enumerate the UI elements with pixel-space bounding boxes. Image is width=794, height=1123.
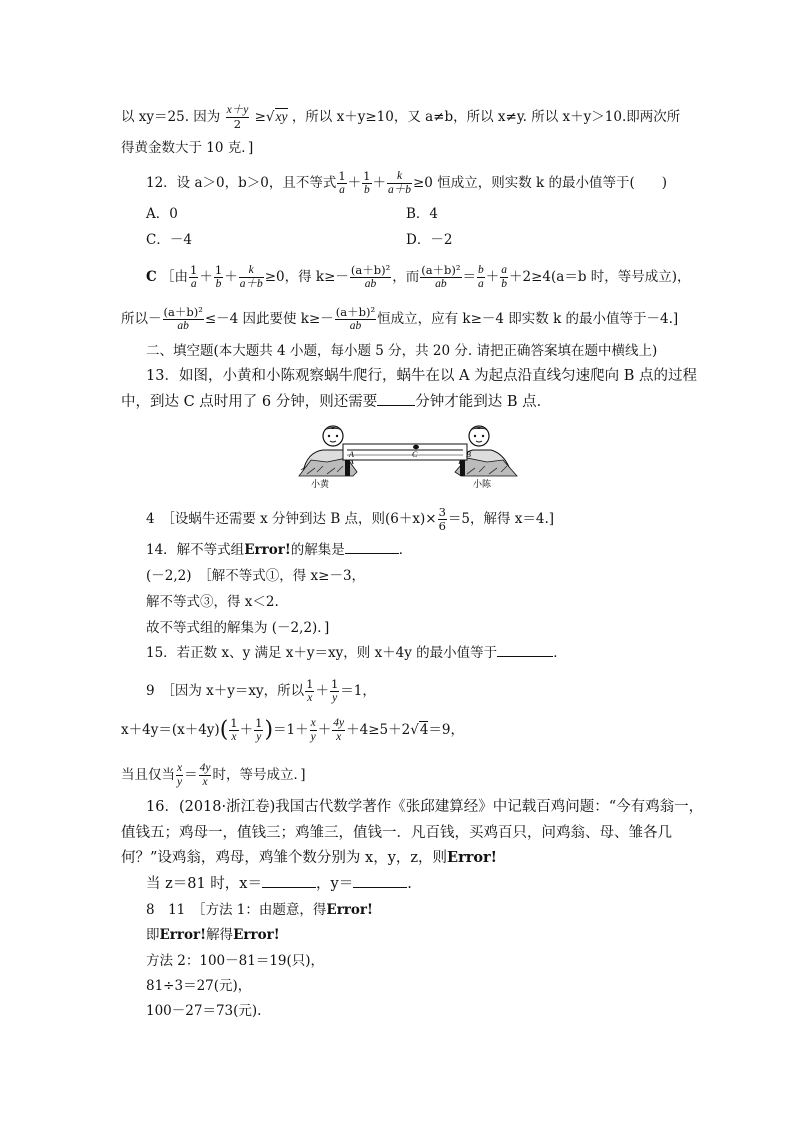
question-13-line-1: 13．如图，小黄和小陈观察蜗牛爬行，蜗牛在以 A 为起点沿直线匀速爬向 B 点的过程 bbox=[146, 368, 698, 384]
right-person-label: 小陈 bbox=[473, 480, 492, 490]
answer-16-line-5: 100－27＝73(元). bbox=[146, 1003, 262, 1019]
question-16-line-2: 值钱五；鸡母一，值钱三；鸡雏三，值钱一．凡百钱，买鸡百只，问鸡翁、母、雏各几 bbox=[121, 825, 672, 841]
snail-figure bbox=[297, 420, 519, 492]
option-c: C．－4 bbox=[146, 232, 192, 248]
answer-16-line-4: 81÷3＝27(元)， bbox=[146, 978, 252, 994]
answer-16-line-2: 即Error!解得Error! bbox=[146, 927, 280, 943]
answer-14-line-1: (－2,2) ［解不等式①，得 x≥－3， bbox=[146, 568, 366, 584]
question-16-line-1: 16．(2018·浙江卷)我国古代数学著作《张邱建算经》中记载百鸡问题：“今有鸡翁一， bbox=[146, 799, 704, 815]
answer-16-line-1: 8 11 ［方法 1：由题意，得Error! bbox=[146, 902, 373, 918]
answer-14-line-3: 故不等式组的解集为 (－2,2)．] bbox=[146, 620, 330, 636]
question-14: 14．解不等式组Error!的解集是 ． bbox=[146, 542, 413, 558]
point-a-label: A bbox=[349, 450, 354, 459]
answer-blank[interactable] bbox=[345, 541, 399, 554]
option-d: D．－2 bbox=[406, 232, 453, 248]
answer-15-line-1: 9 ［因为 x＋y＝xy，所以 $\frac{1}{x}$ ＋ $\frac{1}{y}$ ＝1， bbox=[146, 677, 376, 704]
question-15: 15．若正数 x、y 满足 x＋y＝xy，则 x＋4y 的最小值等于 ． bbox=[146, 645, 567, 661]
sqrt: xy bbox=[275, 109, 288, 124]
option-a: A．0 bbox=[146, 206, 178, 222]
question-13-line-2: 中，到达 C 点时用了 6 分钟，则还需要 分钟才能到达 B 点． bbox=[121, 394, 552, 410]
answer-15-line-2: x＋4y＝(x＋4y)( $\frac{1}{x}$ ＋ $\frac{1}{y}$ )＝1＋ $\frac{x}{y}$ ＋ $\frac{4y}{x}$ ＋4≥5＋2√4＝9， bbox=[121, 716, 464, 743]
answer-blank-x[interactable] bbox=[262, 875, 316, 888]
answer-15-line-3: 当且仅当 $\frac{x}{y}$ ＝ $\frac{4y}{x}$ 时，等号成立．] bbox=[121, 762, 306, 788]
text: ，所以 x＋y≥10，又 a≠b，所以 x≠y. 所以 x＋y＞10.即两次所 bbox=[291, 109, 681, 125]
answer-16-line-3: 方法 2：100－81＝19(只)， bbox=[146, 953, 325, 969]
answer-12-line-2: 所以－ $\frac{\text{(a＋b)²}}{ab}$ ≤－4 因此要使 k≥－ $\frac{\text{(a＋b)²}}{ab}$ 恒成立，应有 k≥－4 即实数 k 的最小值等于－4.] bbox=[121, 305, 679, 332]
question-16-line-4: 当 z＝81 时，x＝ ，y＝ . bbox=[146, 876, 412, 892]
answer-14-line-2: 解不等式③，得 x＜2. bbox=[146, 594, 279, 610]
question-12: 12．设 a＞0，b＞0，且不等式 $\frac{1}{a}$ ＋ $\frac{1}{b}$ ＋ $\frac{k}{a+b}$ ≥0 恒成立，则实数 k 的最小值等于( ) bbox=[146, 169, 667, 196]
snail-icon bbox=[413, 445, 419, 449]
answer-11-line-2: 得黄金数大于 10 克．] bbox=[121, 140, 254, 156]
fraction: $\frac{x+y}{2}$ bbox=[226, 104, 249, 131]
section-heading: 二、填空题(本大题共 4 小题，每小题 5 分，共 20 分. 请把正确答案填在题中横线上) bbox=[146, 343, 658, 359]
question-16-line-3: 何？”设鸡翁，鸡母，鸡雏个数分别为 x，y，z，则Error! bbox=[121, 849, 498, 866]
answer-blank[interactable] bbox=[497, 644, 553, 657]
point-c-label: C bbox=[412, 450, 418, 459]
answer-11-line-1: 以 xy＝25. 因为 $\frac{x+y}{2}$ ≥√xy ，所以 x＋y≥10，又 a≠b，所以 x≠y. 所以 x＋y＞10.即两次所 bbox=[121, 104, 681, 131]
answer-blank-y[interactable] bbox=[353, 875, 407, 888]
answer-blank[interactable] bbox=[377, 393, 415, 406]
left-person-label: 小黄 bbox=[311, 480, 330, 490]
text: ≥ bbox=[254, 109, 266, 125]
answer-13: 4 ［设蜗牛还需要 x 分钟到达 B 点，则(6＋x)× $\frac{3}{6}$ ＝5，解得 x＝4.] bbox=[146, 505, 555, 533]
option-b: B．4 bbox=[406, 206, 439, 222]
text: 以 xy＝25. 因为 bbox=[121, 109, 221, 125]
point-b-label: B bbox=[466, 450, 471, 459]
answer-12-line-1: C ［由 $\frac{1}{a}$ ＋ $\frac{1}{b}$ ＋ $\frac{k}{a+b}$ ≥0，得 k≥－ $\frac{\text{(a＋b)²}}{ab}$ ，而 $\frac{\text{(a＋b)²}}{ab}$ ＝ $\frac{b}{a}$ ＋ $\frac{a}{b}$ ＋2≥4(a＝b 时，等号成立)， bbox=[146, 263, 691, 290]
